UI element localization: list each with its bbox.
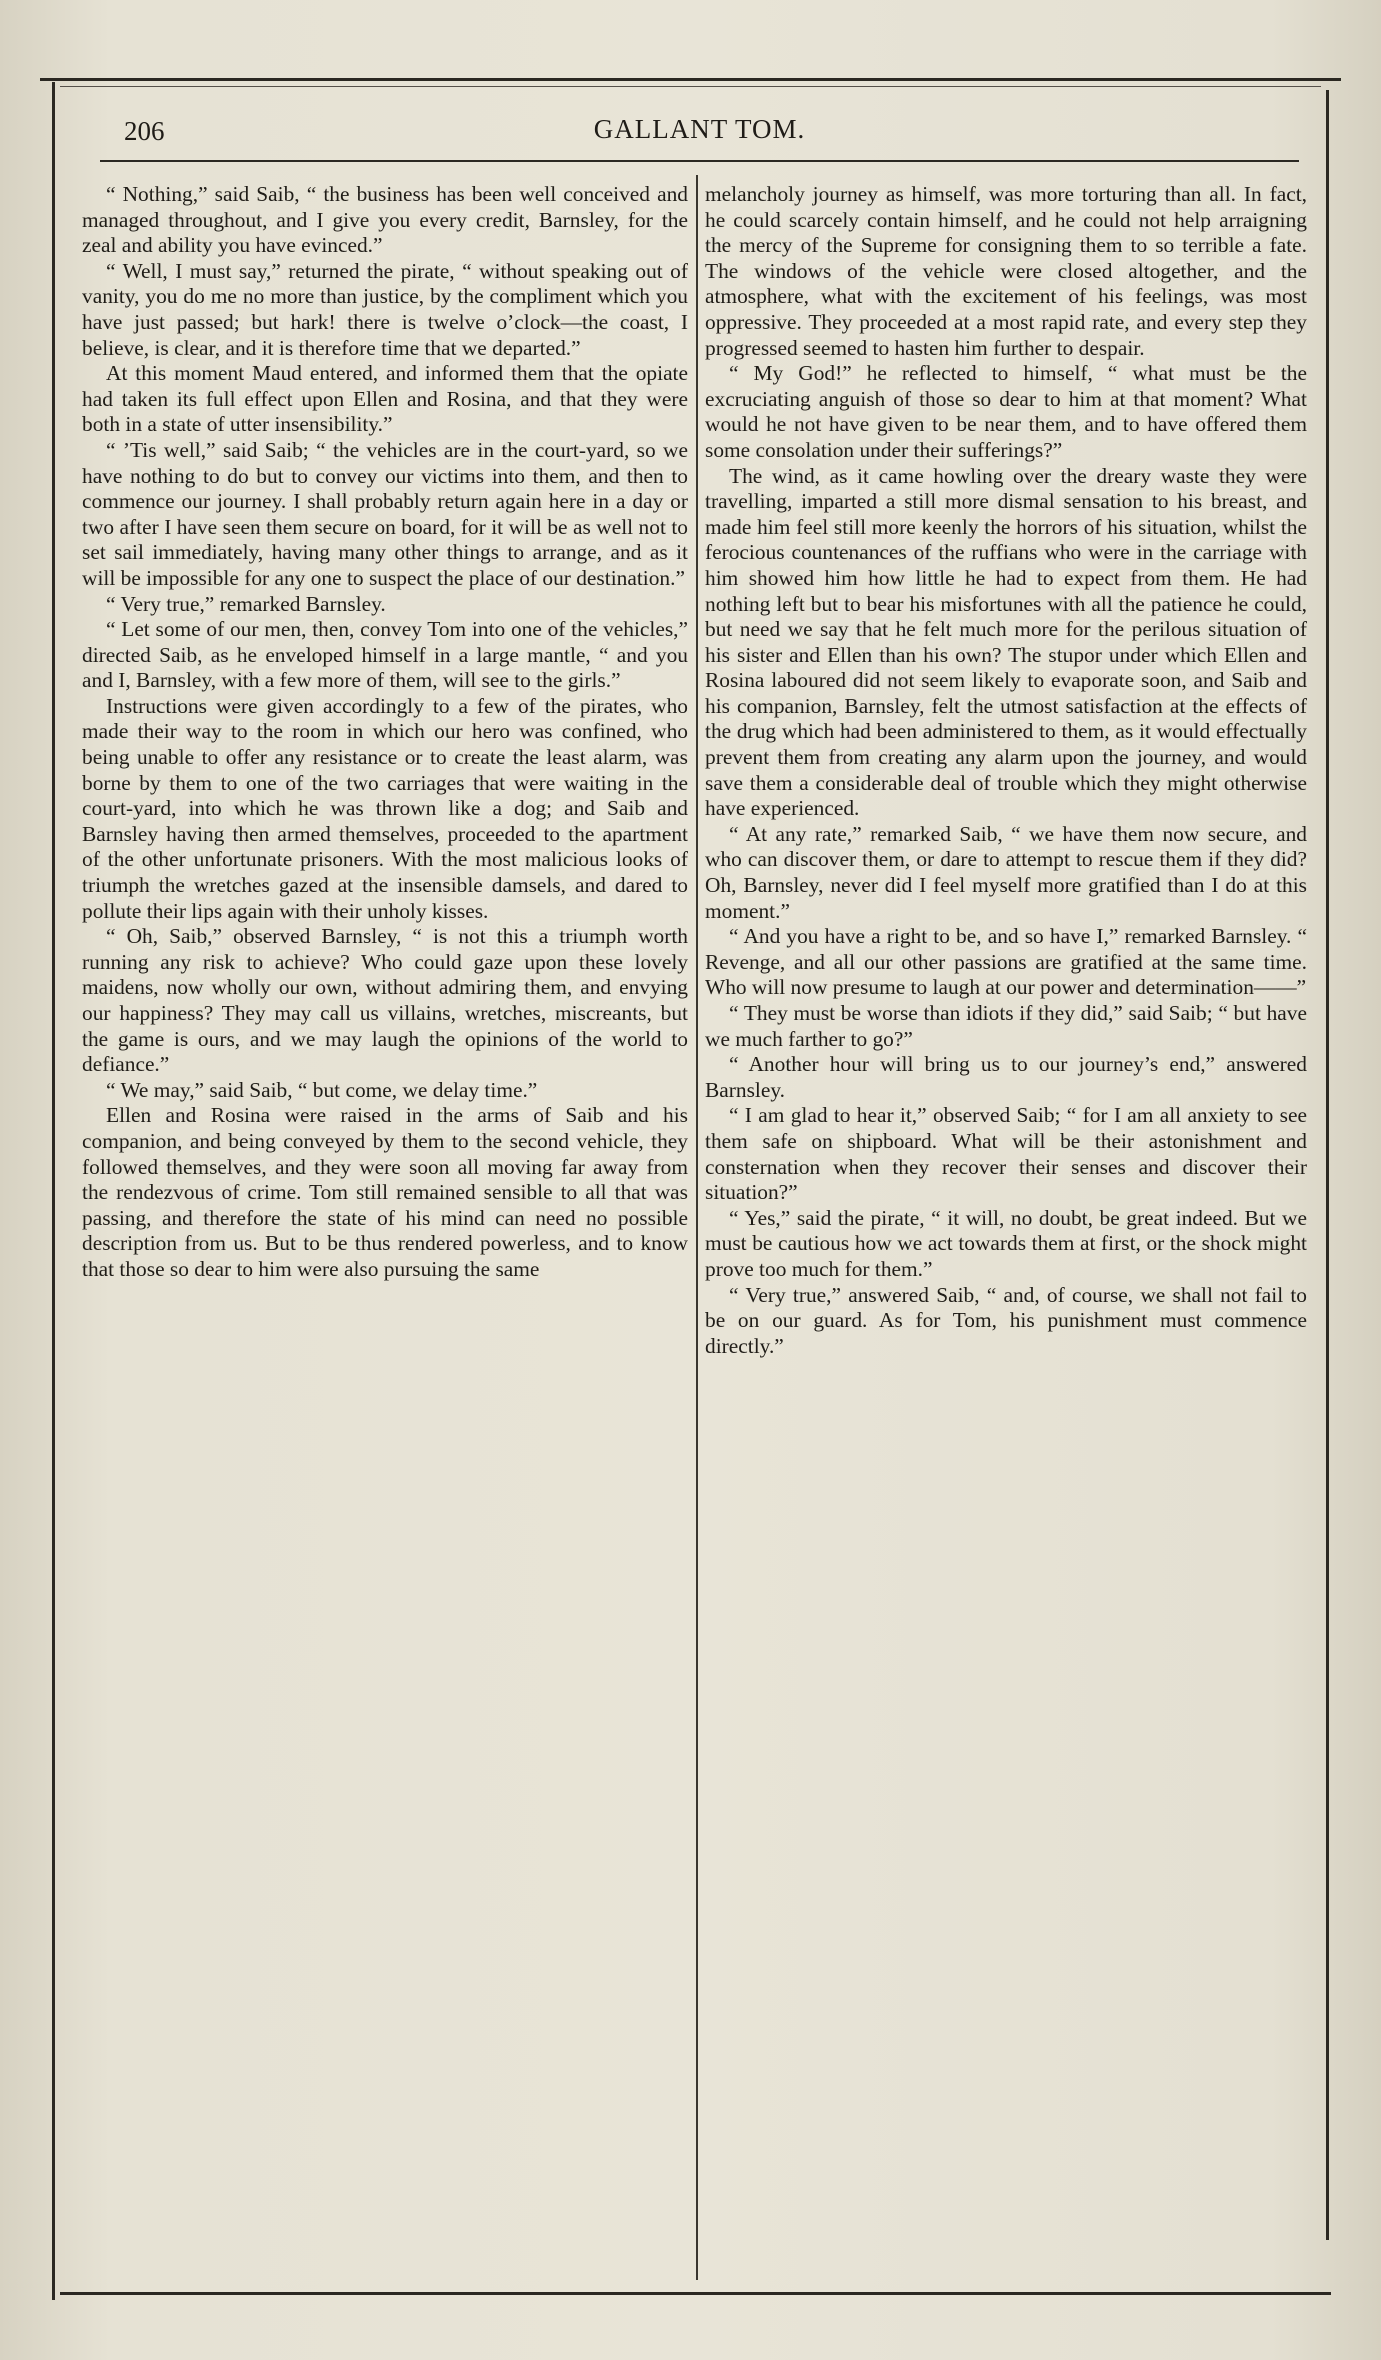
paragraph: “ ’Tis well,” said Saib; “ the vehicles are in the court-yard, so we have nothing to do but to convey our victims into them, and then to commence our journey. I shall probably return again here in a day or two after I have seen them secure on board, for it will be as well not to set sail immediately, having many other things to arrange, and as it will be impossible for any one to suspect the place of our destination.” (82, 437, 688, 590)
paragraph: “ Yes,” said the pirate, “ it will, no doubt, be great indeed. But we must be cautious how we act towards them at first, or the shock might prove too much for them.” (705, 1205, 1307, 1281)
frame-left-rule (52, 82, 55, 2300)
frame-bottom-rule (60, 2292, 1331, 2295)
frame-right-rule (1326, 90, 1329, 2240)
paragraph: “ My God!” he reflected to himself, “ what must be the excruciating anguish of those so dear to him at that moment? What would he not have given to be near them, and to have offered them some consolation under their sufferings?” (705, 361, 1307, 462)
paragraph: “ Oh, Saib,” observed Barnsley, “ is not this a triumph worth running any risk to achieve? Who could gaze upon these lovely maidens, now wholly our own, without admiring them, and envying our happiness? They may call us villains, wretches, miscreants, but the game is ours, and we may laugh the opinions of the world to defiance.” (82, 924, 688, 1077)
paragraph: “ Very true,” answered Saib, “ and, of course, we shall not fail to be on our guard. As for Tom, his punishment must commence directly.” (705, 1282, 1307, 1358)
paragraph: “ Let some of our men, then, convey Tom into one of the vehicles,” directed Saib, as he enveloped himself in a large mantle, “ and you and I, Barnsley, with a few more of them, will see to the girls.” (82, 617, 688, 693)
left-column (82, 182, 688, 2282)
header-rule (100, 160, 1299, 162)
paragraph: “ I am glad to hear it,” observed Saib; “ for I am all anxiety to see them safe on shipboard. What will be their astonishment and consternation when they recover their senses and discover their situation?” (705, 1103, 1307, 1205)
paragraph: Instructions were given accordingly to a few of the pirates, who made their way to the room in which our hero was confined, who being unable to offer any resistance or to create the least alarm, was borne by them to one of the two carriages that were waiting in the court-yard, into which he was thrown like a dog; and Saib and Barnsley having then armed themselves, proceeded to the apartment of the other unfortunate prisoners. With the most malicious looks of triumph the wretches gazed at the insensible damsels, and dared to pollute their lips again with their unholy kisses. (82, 693, 688, 923)
paragraph: melancholy journey as himself, was more torturing than all. In fact, he could scarcely contain himself, and he could not help arraigning the mercy of the Supreme for consigning them to so terrible a fate. The windows of the vehicle were closed altogether, and the atmosphere, what with the excitement of his feelings, was most oppressive. They proceeded at a most rapid rate, and every step they progressed seemed to hasten him further to despair. (705, 182, 1307, 360)
paragraph: The wind, as it came howling over the dreary waste they were travelling, imparted a still more dismal sensation to his breast, and made him feel still more keenly the horrors of his situation, whilst the ferocious countenances of the ruffians who were in the carriage with him showed him how little he had to expect from them. He had nothing left but to bear his misfortunes with all the patience he could, but need we say that he felt much more for the perilous situation of his sister and Ellen than his own? The stupor under which Ellen and Rosina laboured did not seem likely to evaporate soon, and Saib and his companion, Barnsley, felt the utmost satisfaction at the effects of the drug which had been administered to them, as it would effectually prevent them from creating any alarm upon the journey, and would save them a considerable deal of trouble which they might otherwise have experienced. (705, 463, 1307, 821)
frame-top-rule (40, 78, 1341, 81)
right-column (705, 182, 1307, 2282)
paragraph: At this moment Maud entered, and informed them that the opiate had taken its full effect upon Ellen and Rosina, and that they were both in a state of utter insensibility.” (82, 361, 688, 437)
paragraph: “ Another hour will bring us to our journey’s end,” answered Barnsley. (705, 1052, 1307, 1102)
paragraph: “ And you have a right to be, and so have I,” remarked Barnsley. “ Revenge, and all our other passions are gratified at the same time. Who will now presume to laugh at our power and determination——” (705, 924, 1307, 1000)
page-number: 206 (124, 116, 165, 146)
frame-top-thin-rule (60, 86, 1321, 87)
running-title: GALLANT TOM. (593, 114, 806, 144)
paragraph: Ellen and Rosina were raised in the arms of Saib and his companion, and being conveyed by them to the second vehicle, they followed themselves, and they were soon all moving far away from the rendezvous of crime. Tom still remained sensible to all that was passing, and therefore the state of his mind can need no possible description from us. But to be thus rendered powerless, and to know that those so dear to him were also pursuing the same (82, 1103, 688, 1281)
paragraph: “ We may,” said Saib, “ but come, we delay time.” (106, 1077, 538, 1102)
column-divider (696, 175, 698, 2280)
paragraph: “ At any rate,” remarked Saib, “ we have them now secure, and who can discover them, or dare to attempt to rescue them if they did? Oh, Barnsley, never did I feel myself more gratified than I do at this moment.” (705, 821, 1307, 923)
paragraph: “ Nothing,” said Saib, “ the business has been well conceived and managed throughout, and I give you every credit, Barnsley, for the zeal and ability you have evinced.” (82, 182, 688, 258)
paragraph: “ Very true,” remarked Barnsley. (106, 591, 386, 616)
paragraph: “ They must be worse than idiots if they did,” said Saib; “ but have we much farther to go?” (705, 1001, 1307, 1051)
paragraph: “ Well, I must say,” returned the pirate, “ without speaking out of vanity, you do me no more than justice, by the compliment which you have just passed; but hark! there is twelve o’clock—the coast, I believe, is clear, and it is therefore time that we departed.” (82, 258, 688, 360)
page-header (100, 112, 1299, 158)
